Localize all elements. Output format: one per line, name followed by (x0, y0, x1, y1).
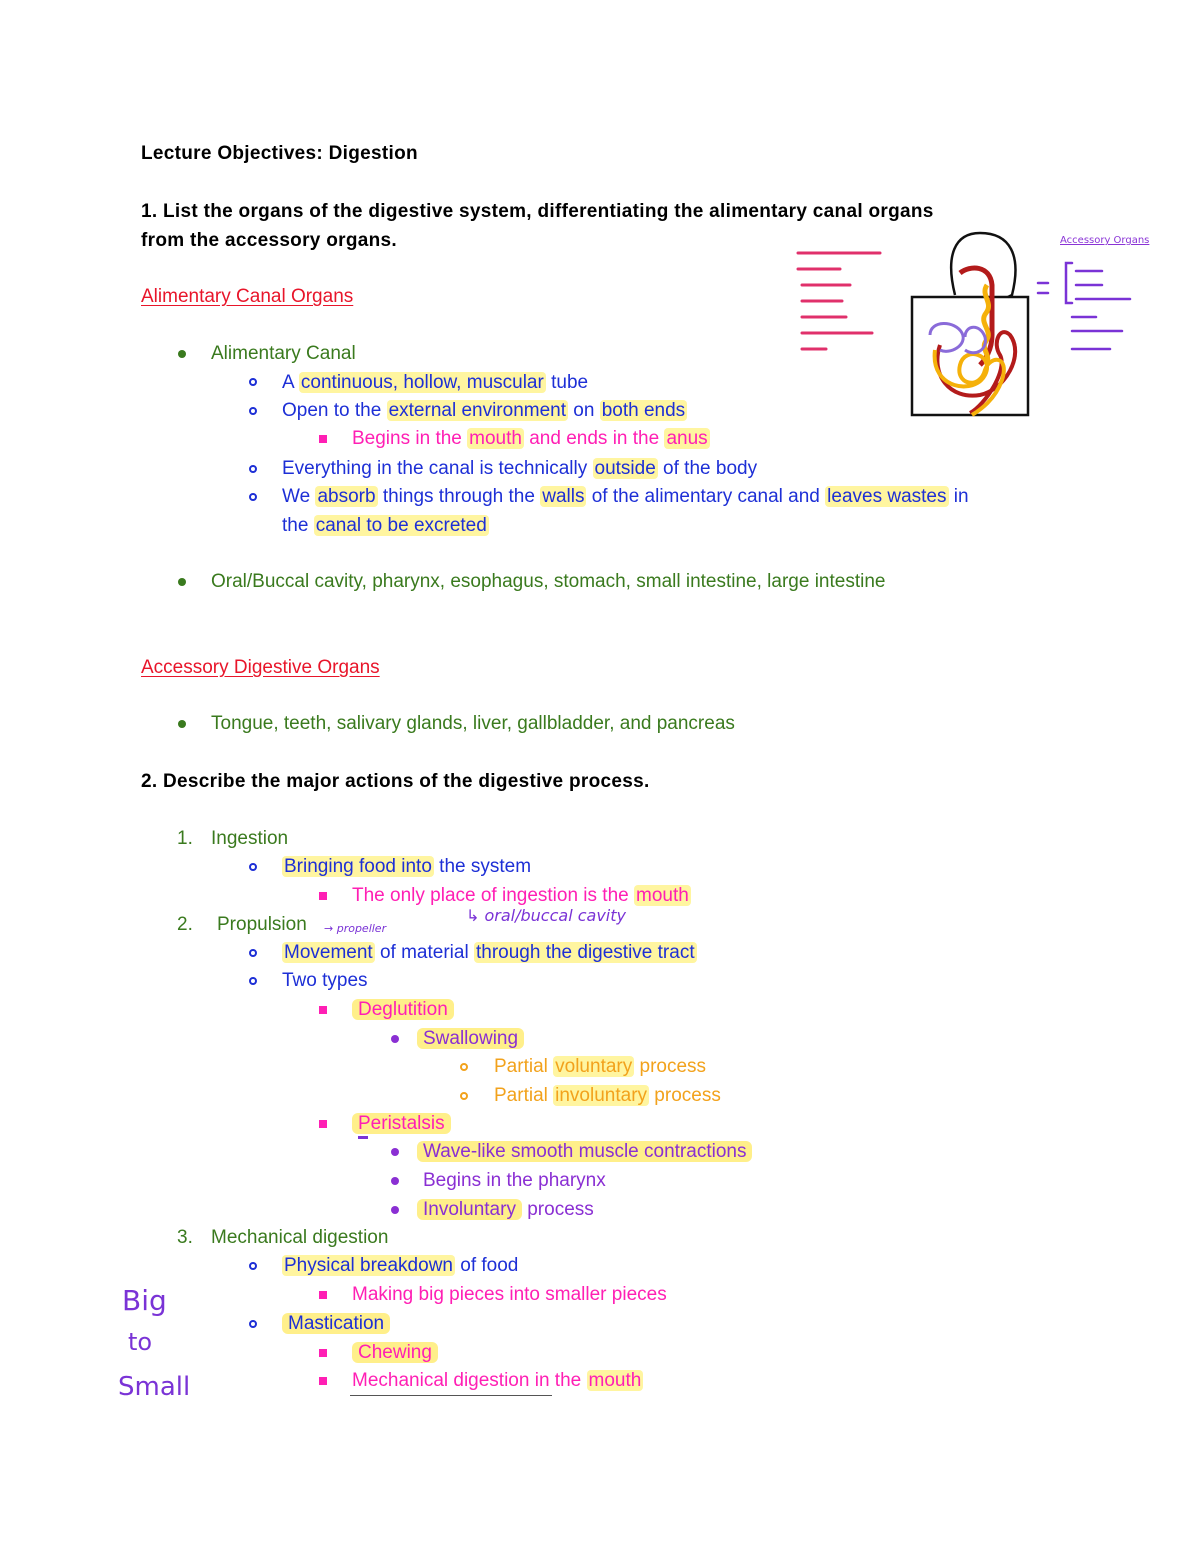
list-number: 3. (177, 1227, 193, 1248)
alimentary-sub-2: Open to the external environment on both ends (282, 400, 686, 421)
bullet-dot (391, 1035, 399, 1043)
ingestion-sub-2: The only place of ingestion is the mouth (352, 885, 689, 906)
sketch-accessory-title: Accessory Organs (1060, 235, 1150, 246)
objective-1-line-1: 1. List the organs of the digestive system, differentiating the alimentary canal organs (141, 201, 934, 222)
propulsion-sub-2: Two types (282, 970, 368, 991)
voluntary-process: Partial voluntary process (494, 1056, 707, 1077)
propulsion-label: Propulsion (217, 914, 307, 935)
handwritten-oral-cavity-note: ↳ oral/buccal cavity (466, 906, 626, 925)
alimentary-sub-4: We absorb things through the walls of the alimentary canal and leaves wastes in (282, 486, 969, 507)
handwritten-big: Big (122, 1284, 167, 1317)
bullet-square (319, 1291, 327, 1299)
bullet-dot (391, 1148, 399, 1156)
mechanical-sub-1: Physical breakdown of food (284, 1255, 519, 1276)
handwritten-propulsion-note: → propeller (324, 922, 387, 935)
bullet-ring (249, 407, 257, 415)
alimentary-heading: Alimentary Canal Organs (141, 286, 354, 307)
swallowing-label: Swallowing (417, 1026, 524, 1052)
list-number: 1. (177, 828, 193, 849)
bullet-ring (249, 465, 257, 473)
chewing-label: Chewing (352, 1340, 438, 1366)
alimentary-sub-1: A continuous, hollow, muscular tube (282, 372, 589, 393)
peristalsis-label: Peristalsis (352, 1111, 451, 1137)
bullet-ring (460, 1063, 468, 1071)
bullet-ring (249, 863, 257, 871)
handwritten-small: Small (118, 1372, 191, 1402)
bullet-square (319, 435, 327, 443)
sketch-chain (984, 285, 989, 365)
involuntary-process: Partial involuntary process (494, 1085, 721, 1106)
alimentary-sub-4-cont: the canal to be excreted (282, 515, 487, 536)
mechanical-digestion-label: Mechanical digestion (211, 1227, 389, 1248)
alimentary-canal-item: Alimentary Canal (211, 343, 356, 364)
bullet-square (319, 1377, 327, 1385)
begins-in-pharynx: Begins in the pharynx (423, 1170, 606, 1191)
underline-stroke (350, 1395, 552, 1396)
alimentary-sub-3: Everything in the canal is technically outside of the body (282, 458, 758, 479)
bullet-dot (391, 1206, 399, 1214)
bullet-dot (178, 720, 186, 728)
hand-mark (358, 1136, 368, 1139)
digestive-system-sketch (780, 225, 1160, 425)
involuntary-process-2: Involuntary process (417, 1197, 594, 1223)
bullet-ring (249, 1262, 257, 1270)
bullet-dot (391, 1177, 399, 1185)
objective-1-line-2: from the accessory organs. (141, 230, 397, 251)
mastication-label: Mastication (282, 1311, 390, 1337)
bullet-square (319, 1006, 327, 1014)
accessory-heading: Accessory Digestive Organs (141, 657, 380, 678)
deglutition-label: Deglutition (352, 997, 454, 1023)
alimentary-organs-list: Oral/Buccal cavity, pharynx, esophagus, stomach, small intestine, large intestine (211, 571, 886, 592)
page-title: Lecture Objectives: Digestion (141, 143, 418, 164)
mechanical-sub-1a: Making big pieces into smaller pieces (352, 1284, 667, 1305)
bullet-square (319, 892, 327, 900)
bullet-ring (249, 493, 257, 501)
handwritten-to: to (128, 1328, 153, 1356)
bullet-square (319, 1349, 327, 1357)
bullet-dot (178, 350, 186, 358)
bullet-ring (249, 949, 257, 957)
wave-like-contractions: Wave-like smooth muscle contractions (417, 1139, 752, 1165)
sketch-organ-labels (798, 253, 880, 349)
mechanical-in-mouth: Mechanical digestion in the mouth (352, 1370, 642, 1391)
propulsion-sub-1: Movement of material through the digestive tract (284, 942, 695, 963)
bullet-dot (178, 578, 186, 586)
list-number: 2. (177, 914, 193, 935)
bullet-ring (249, 378, 257, 386)
objective-2: 2. Describe the major actions of the digestive process. (141, 771, 650, 792)
bullet-ring (460, 1092, 468, 1100)
sketch-small-intestine (935, 350, 1004, 415)
ingestion-label: Ingestion (211, 828, 289, 849)
alimentary-sub-2a: Begins in the mouth and ends in the anus (352, 428, 708, 449)
bullet-ring (249, 1320, 257, 1328)
accessory-organs-list: Tongue, teeth, salivary glands, liver, gallbladder, and pancreas (211, 713, 735, 734)
ingestion-sub: Bringing food into the system (284, 856, 532, 877)
bullet-ring (249, 977, 257, 985)
sketch-accessory-labels (1038, 263, 1130, 349)
bullet-square (319, 1120, 327, 1128)
